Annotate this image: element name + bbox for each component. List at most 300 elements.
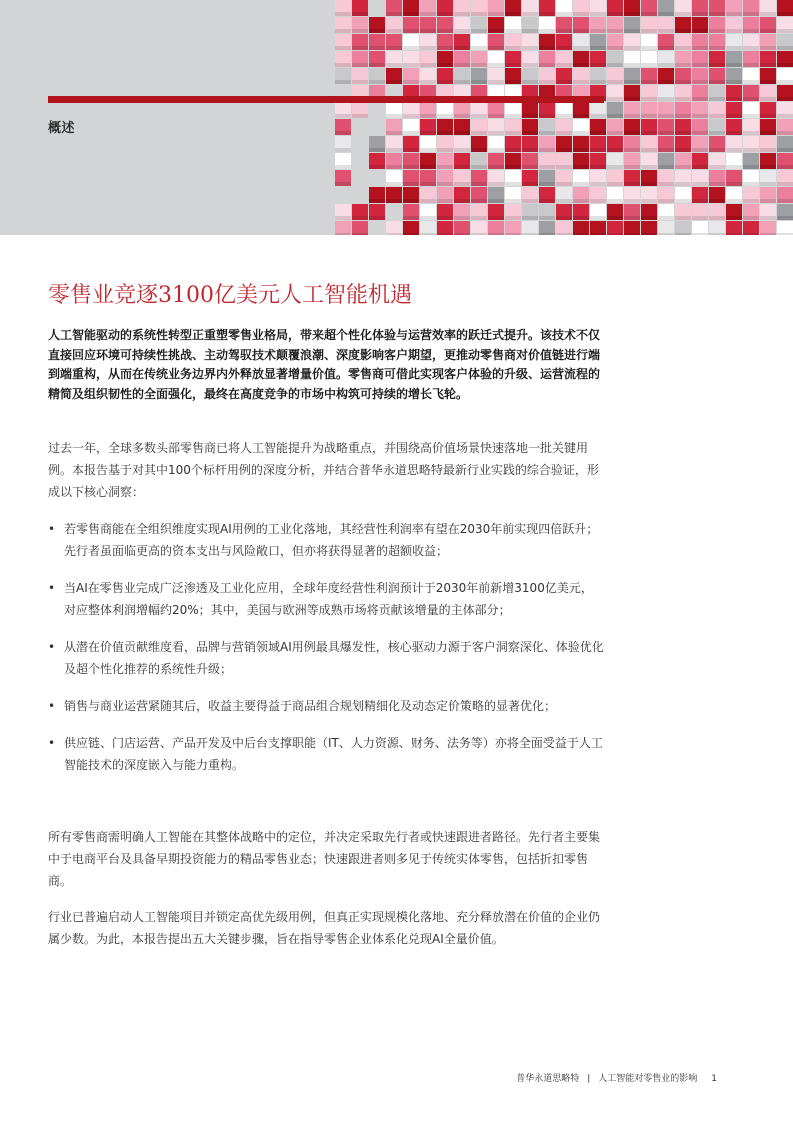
list-item — [48, 695, 604, 717]
cube-shadow — [335, 46, 351, 50]
cube-tile — [743, 221, 759, 235]
cube-shadow — [454, 29, 470, 33]
cube-shadow — [573, 131, 589, 135]
cube-shadow — [675, 46, 691, 50]
cube-tile — [454, 221, 470, 235]
cube-shadow — [692, 165, 708, 169]
cube-tile — [471, 221, 487, 235]
cube-shadow — [658, 131, 674, 135]
cube-shadow — [658, 233, 674, 235]
cube-shadow — [420, 233, 436, 235]
cube-tile — [505, 221, 521, 235]
cube-shadow — [624, 199, 640, 203]
cube-shadow — [556, 148, 572, 152]
cube-shadow — [369, 80, 385, 84]
cube-shadow — [454, 199, 470, 203]
cube-tile — [607, 221, 623, 235]
cube-shadow — [437, 63, 453, 67]
cube-tile — [335, 221, 351, 235]
cube-shadow — [386, 233, 402, 235]
cube-shadow — [675, 97, 691, 101]
cube-shadow — [335, 29, 351, 33]
list-item — [48, 636, 604, 680]
cube-shadow — [675, 12, 691, 16]
cube-shadow — [760, 114, 776, 118]
cube-shadow — [488, 12, 504, 16]
cube-shadow — [488, 165, 504, 169]
cube-shadow — [471, 114, 487, 118]
cube-shadow — [437, 216, 453, 220]
cube-shadow — [777, 182, 793, 186]
cube-shadow — [522, 148, 538, 152]
cube-shadow — [471, 80, 487, 84]
cube-shadow — [675, 233, 691, 235]
cube-shadow — [352, 233, 368, 235]
cube-shadow — [505, 199, 521, 203]
cube-shadow — [488, 131, 504, 135]
cube-shadow — [403, 80, 419, 84]
cube-shadow — [726, 182, 742, 186]
cube-shadow — [386, 63, 402, 67]
cube-shadow — [386, 131, 402, 135]
cube-shadow — [607, 46, 623, 50]
cube-shadow — [369, 46, 385, 50]
cube-shadow — [726, 63, 742, 67]
cube-shadow — [675, 165, 691, 169]
list-item-text: 销售与商业运营紧随其后，收益主要得益于商品组合规划精细化及动态定价策略的显著优化； — [64, 699, 557, 713]
cube-shadow — [709, 46, 725, 50]
cube-shadow — [743, 29, 759, 33]
cube-shadow — [675, 199, 691, 203]
cube-shadow — [556, 199, 572, 203]
cube-shadow — [437, 12, 453, 16]
cube-shadow — [692, 199, 708, 203]
list-item-text: 供应链、门店运营、产品开发及中后台支撑职能（IT、人力资源、财务、法务等）亦将全面受益于人工智能技术的深度嵌入与能力重构。 — [64, 736, 603, 772]
cube-shadow — [505, 131, 521, 135]
cube-tile — [590, 221, 606, 235]
cube-shadow — [454, 46, 470, 50]
cube-shadow — [760, 233, 776, 235]
cube-shadow — [641, 182, 657, 186]
cube-shadow — [522, 29, 538, 33]
cube-shadow — [420, 46, 436, 50]
cube-shadow — [539, 29, 555, 33]
cube-shadow — [692, 29, 708, 33]
cube-shadow — [590, 12, 606, 16]
cube-shadow — [675, 114, 691, 118]
cube-shadow — [658, 97, 674, 101]
cube-shadow — [437, 29, 453, 33]
cube-shadow — [437, 165, 453, 169]
cube-shadow — [743, 233, 759, 235]
cube-shadow — [675, 63, 691, 67]
cube-shadow — [675, 29, 691, 33]
cube-shadow — [437, 131, 453, 135]
cube-shadow — [403, 63, 419, 67]
cube-shadow — [658, 182, 674, 186]
cube-shadow — [692, 114, 708, 118]
cube-shadow — [335, 12, 351, 16]
cube-shadow — [590, 199, 606, 203]
cube-shadow — [386, 182, 402, 186]
cube-shadow — [352, 114, 368, 118]
cube-shadow — [590, 114, 606, 118]
cube-shadow — [539, 131, 555, 135]
cube-shadow — [352, 80, 368, 84]
cube-shadow — [641, 63, 657, 67]
cube-shadow — [777, 148, 793, 152]
cube-shadow — [692, 131, 708, 135]
cube-shadow — [743, 12, 759, 16]
cube-shadow — [573, 182, 589, 186]
cube-shadow — [403, 114, 419, 118]
cube-shadow — [675, 131, 691, 135]
cube-shadow — [539, 114, 555, 118]
cube-shadow — [556, 131, 572, 135]
cube-shadow — [386, 46, 402, 50]
cube-shadow — [556, 29, 572, 33]
cube-tile — [403, 221, 419, 235]
cube-shadow — [556, 216, 572, 220]
cube-shadow — [658, 114, 674, 118]
cube-tile — [386, 221, 402, 235]
cube-shadow — [607, 165, 623, 169]
bullet-icon: • — [48, 581, 56, 595]
cube-shadow — [454, 12, 470, 16]
cube-shadow — [641, 233, 657, 235]
cube-shadow — [624, 148, 640, 152]
cube-shadow — [607, 97, 623, 101]
cube-shadow — [573, 63, 589, 67]
cube-shadow — [505, 165, 521, 169]
cube-shadow — [624, 114, 640, 118]
cube-shadow — [743, 182, 759, 186]
cube-shadow — [624, 63, 640, 67]
cube-shadow — [743, 148, 759, 152]
cube-shadow — [709, 29, 725, 33]
cube-shadow — [471, 131, 487, 135]
cube-shadow — [556, 165, 572, 169]
cube-shadow — [641, 12, 657, 16]
cube-shadow — [641, 131, 657, 135]
cube-shadow — [590, 216, 606, 220]
cube-shadow — [641, 148, 657, 152]
cube-shadow — [590, 29, 606, 33]
cube-shadow — [760, 148, 776, 152]
cube-shadow — [624, 165, 640, 169]
insight-list — [48, 518, 604, 791]
cube-tile — [539, 221, 555, 235]
cube-shadow — [709, 80, 725, 84]
cube-shadow — [692, 63, 708, 67]
cube-shadow — [505, 80, 521, 84]
cube-shadow — [607, 12, 623, 16]
cube-shadow — [709, 233, 725, 235]
cube-tile — [692, 221, 708, 235]
cube-shadow — [590, 131, 606, 135]
cube-shadow — [556, 233, 572, 235]
cube-shadow — [573, 165, 589, 169]
cube-shadow — [539, 199, 555, 203]
cube-shadow — [777, 131, 793, 135]
cube-shadow — [641, 29, 657, 33]
cube-shadow — [624, 131, 640, 135]
cube-shadow — [726, 97, 742, 101]
cube-shadow — [726, 233, 742, 235]
cube-shadow — [522, 12, 538, 16]
list-item — [48, 577, 604, 621]
cube-shadow — [709, 97, 725, 101]
cube-shadow — [641, 46, 657, 50]
cube-shadow — [607, 233, 623, 235]
cube-shadow — [573, 216, 589, 220]
cube-shadow — [760, 131, 776, 135]
cube-shadow — [607, 131, 623, 135]
cube-shadow — [692, 216, 708, 220]
cube-shadow — [386, 148, 402, 152]
cube-shadow — [522, 114, 538, 118]
cube-shadow — [420, 131, 436, 135]
cube-shadow — [539, 63, 555, 67]
cube-shadow — [675, 80, 691, 84]
bullet-icon: • — [48, 699, 56, 713]
cube-shadow — [437, 80, 453, 84]
list-item-text: 若零售商能在全组织维度实现AI用例的工业化落地，其经营性利润率有望在2030年前实现四倍跃升；先行者虽面临更高的资本支出与风险敞口，但亦将获得显著的超额收益； — [64, 522, 599, 558]
cube-tile — [641, 221, 657, 235]
cube-shadow — [403, 148, 419, 152]
cube-shadow — [471, 182, 487, 186]
cube-shadow — [777, 80, 793, 84]
cube-shadow — [488, 148, 504, 152]
cube-shadow — [607, 63, 623, 67]
cube-shadow — [386, 80, 402, 84]
cube-shadow — [709, 148, 725, 152]
lead-paragraph: 人工智能驱动的系统性转型正重塑零售业格局，带来超个性化体验与运营效率的跃迁式提升。该技术不仅直接回应环境可持续性挑战、主动驾驭技术颠覆浪潮、深度影响客户期望，更推动零售商对价值链进行端到端重构，从而在传统业务边界内外释放显著增量价值。零售商可借此实现客户体验的升级、运营流程的精简及组织韧性的全面强化，最终在高度竞争的市场中构筑可持续的增长飞轮。 — [48, 328, 601, 401]
cube-shadow — [624, 216, 640, 220]
list-item-text: 从潜在价值贡献维度看，品牌与营销领域AI用例最具爆发性，核心驱动力源于客户洞察深化、体验优化及超个性化推荐的系统性升级； — [64, 640, 604, 676]
cube-tile — [624, 221, 640, 235]
cube-shadow — [709, 199, 725, 203]
cube-shadow — [624, 46, 640, 50]
cube-shadow — [403, 46, 419, 50]
cube-shadow — [726, 80, 742, 84]
cube-shadow — [675, 148, 691, 152]
list-item-text: 当AI在零售业完成广泛渗透及工业化应用，全球年度经营性利润预计于2030年前新增3100亿美元，对应整体利润增幅约20%；其中，美国与欧洲等成熟市场将贡献该增量的主体部分； — [64, 581, 593, 617]
cube-shadow — [743, 199, 759, 203]
cube-shadow — [471, 199, 487, 203]
cube-shadow — [743, 165, 759, 169]
cube-shadow — [335, 148, 351, 152]
cube-tile — [709, 221, 725, 235]
cube-shadow — [505, 182, 521, 186]
cube-shadow — [488, 46, 504, 50]
cube-shadow — [675, 216, 691, 220]
cube-shadow — [352, 63, 368, 67]
cube-shadow — [573, 114, 589, 118]
cube-shadow — [471, 233, 487, 235]
cube-shadow — [556, 80, 572, 84]
cube-shadow — [777, 29, 793, 33]
cube-shadow — [556, 63, 572, 67]
cube-shadow — [590, 165, 606, 169]
cube-shadow — [760, 80, 776, 84]
cube-shadow — [760, 46, 776, 50]
cube-shadow — [471, 216, 487, 220]
cube-shadow — [641, 216, 657, 220]
cube-shadow — [743, 80, 759, 84]
strategy-paragraph: 所有零售商需明确人工智能在其整体战略中的定位，并决定采取先行者或快速跟进者路径。先行者主要集中于电商平台及具备早期投资能力的精品零售业态；快速跟进者则多见于传统实体零售，包括折扣零售商。 — [48, 830, 601, 888]
cube-shadow — [386, 199, 402, 203]
cube-shadow — [590, 182, 606, 186]
cube-shadow — [454, 216, 470, 220]
cube-shadow — [709, 216, 725, 220]
cube-shadow — [522, 233, 538, 235]
cube-shadow — [709, 131, 725, 135]
cube-shadow — [471, 63, 487, 67]
cube-shadow — [522, 182, 538, 186]
cube-shadow — [505, 114, 521, 118]
cube-shadow — [437, 114, 453, 118]
cube-shadow — [454, 114, 470, 118]
cube-tile — [675, 221, 691, 235]
cube-shadow — [437, 148, 453, 152]
cube-shadow — [607, 199, 623, 203]
cube-shadow — [709, 114, 725, 118]
cube-shadow — [335, 216, 351, 220]
cube-shadow — [454, 148, 470, 152]
cube-shadow — [437, 182, 453, 186]
cube-shadow — [335, 80, 351, 84]
cube-shadow — [352, 29, 368, 33]
cube-shadow — [369, 216, 385, 220]
intro-paragraph: 过去一年，全球多数头部零售商已将人工智能提升为战略重点，并围绕高价值场景快速落地一批关键用例。本报告基于对其中100个标杆用例的深度分析，并结合普华永道思略特最新行业实践的综合验证，形成以下核心洞察： — [48, 441, 599, 499]
cube-shadow — [539, 80, 555, 84]
cube-shadow — [760, 216, 776, 220]
cube-shadow — [454, 165, 470, 169]
cube-shadow — [420, 80, 436, 84]
cube-shadow — [743, 46, 759, 50]
cube-shadow — [369, 199, 385, 203]
cube-shadow — [709, 63, 725, 67]
cube-shadow — [692, 97, 708, 101]
cube-shadow — [726, 114, 742, 118]
cube-shadow — [522, 165, 538, 169]
cube-tile — [437, 221, 453, 235]
cube-shadow — [607, 114, 623, 118]
cube-shadow — [437, 233, 453, 235]
cube-shadow — [539, 165, 555, 169]
cube-shadow — [335, 165, 351, 169]
cube-tile — [658, 221, 674, 235]
cube-shadow — [335, 182, 351, 186]
cube-shadow — [709, 165, 725, 169]
cube-shadow — [403, 165, 419, 169]
cube-shadow — [777, 97, 793, 101]
cube-shadow — [539, 148, 555, 152]
cube-shadow — [505, 46, 521, 50]
cube-shadow — [505, 216, 521, 220]
cube-shadow — [420, 182, 436, 186]
cube-shadow — [471, 12, 487, 16]
cube-shadow — [607, 80, 623, 84]
cube-shadow — [624, 233, 640, 235]
cube-shadow — [556, 114, 572, 118]
cube-shadow — [454, 182, 470, 186]
cube-shadow — [641, 114, 657, 118]
cube-shadow — [420, 148, 436, 152]
cube-shadow — [539, 182, 555, 186]
cube-shadow — [658, 148, 674, 152]
cube-shadow — [386, 29, 402, 33]
cube-tile — [726, 221, 742, 235]
cube-shadow — [454, 131, 470, 135]
cube-shadow — [488, 199, 504, 203]
cube-shadow — [573, 12, 589, 16]
cube-shadow — [556, 12, 572, 16]
cube-tile — [352, 221, 368, 235]
cube-shadow — [386, 165, 402, 169]
footer-report-title: 人工智能对零售业的影响 — [598, 1074, 698, 1084]
cube-shadow — [777, 216, 793, 220]
cube-shadow — [573, 199, 589, 203]
cube-shadow — [777, 165, 793, 169]
cube-shadow — [403, 199, 419, 203]
cube-tile — [777, 221, 793, 235]
cube-shadow — [760, 12, 776, 16]
cube-shadow — [505, 233, 521, 235]
bullet-icon: • — [48, 736, 56, 750]
cube-shadow — [641, 199, 657, 203]
cube-shadow — [760, 63, 776, 67]
cube-tile — [522, 221, 538, 235]
cube-shadow — [726, 199, 742, 203]
cube-shadow — [607, 182, 623, 186]
cube-shadow — [607, 216, 623, 220]
cube-shadow — [658, 199, 674, 203]
cube-shadow — [658, 63, 674, 67]
cube-shadow — [420, 63, 436, 67]
cube-shadow — [505, 12, 521, 16]
cube-shadow — [777, 233, 793, 235]
cube-shadow — [403, 29, 419, 33]
cube-shadow — [658, 46, 674, 50]
cube-shadow — [658, 216, 674, 220]
cube-shadow — [573, 233, 589, 235]
cube-shadow — [335, 114, 351, 118]
cube-shadow — [641, 165, 657, 169]
cube-shadow — [726, 46, 742, 50]
cube-shadow — [590, 63, 606, 67]
cubes-image — [335, 0, 793, 235]
cube-shadow — [522, 131, 538, 135]
cube-shadow — [743, 216, 759, 220]
cube-shadow — [692, 12, 708, 16]
cube-shadow — [556, 46, 572, 50]
cube-shadow — [607, 148, 623, 152]
cube-shadow — [522, 80, 538, 84]
cube-shadow — [777, 114, 793, 118]
cube-shadow — [573, 29, 589, 33]
cube-shadow — [692, 233, 708, 235]
cube-tile — [573, 221, 589, 235]
cube-shadow — [760, 199, 776, 203]
cube-shadow — [437, 46, 453, 50]
cube-shadow — [658, 165, 674, 169]
bullet-icon: • — [48, 522, 56, 536]
cube-shadow — [454, 80, 470, 84]
cube-shadow — [573, 148, 589, 152]
cube-shadow — [335, 131, 351, 135]
